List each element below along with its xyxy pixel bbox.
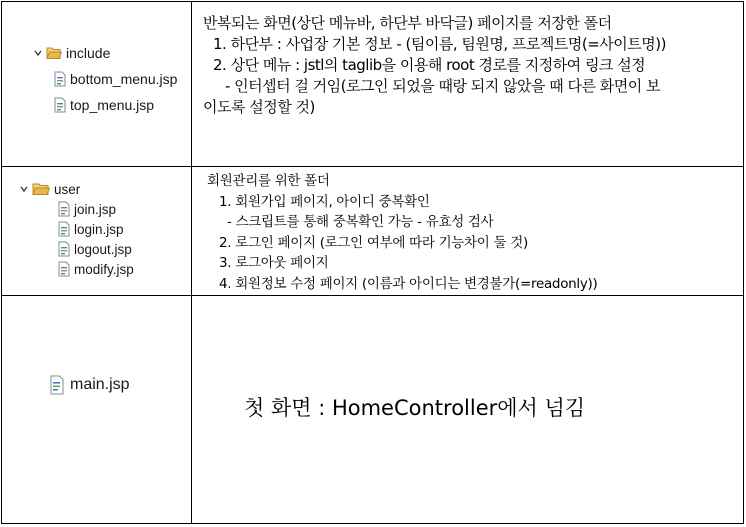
tree-file-label: login.jsp (74, 221, 124, 237)
description-line: - 스크립트를 통해 중복확인 가능 - 유효성 검사 (227, 214, 494, 230)
jsp-file-icon (50, 375, 64, 395)
jsp-file-icon (54, 71, 66, 87)
tree-file-label: join.jsp (74, 201, 117, 217)
jsp-file-icon (58, 261, 70, 277)
folder-open-icon (32, 182, 50, 196)
user-description (207, 171, 597, 294)
tree-file-item[interactable] (18, 239, 134, 259)
tree-children (32, 66, 177, 118)
include-description (203, 13, 666, 118)
file-cell (2, 295, 192, 523)
chevron-down-icon[interactable] (18, 183, 30, 195)
tree-file-label: logout.jsp (74, 241, 132, 257)
tree-file-item[interactable] (32, 66, 177, 92)
chevron-down-icon[interactable] (32, 47, 44, 59)
tree-file-label: bottom_menu.jsp (70, 71, 178, 87)
description-line: 4. 회원정보 수정 페이지 (이름과 아이디는 변경불가(=readonly)) (219, 275, 598, 292)
tree-file-item[interactable] (32, 92, 177, 118)
tree-children (18, 199, 134, 279)
tree-file-label: modify.jsp (74, 261, 134, 277)
description-line: 2. 로그인 페이지 (로그인 여부에 따라 기능차이 둘 것) (219, 234, 528, 251)
main-description (244, 394, 585, 422)
tree-folder-user[interactable] (18, 179, 134, 199)
jsp-file-icon (58, 221, 70, 237)
tree-file-label: top_menu.jsp (70, 97, 155, 113)
jsp-file-icon (58, 241, 70, 257)
folder-open-icon (46, 46, 62, 60)
description-line: 2. 상단 메뉴 : jstl의 taglib을 이용해 root 경로를 지정하여 링크 설정 (213, 56, 646, 74)
description-line: 3. 로그아웃 페이지 (219, 255, 329, 271)
tree-file-item[interactable] (18, 259, 134, 279)
jsp-file-icon (54, 97, 66, 113)
description-line: 1. 회원가입 페이지, 아이디 중복확인 (219, 193, 430, 210)
tree-file-main[interactable] (50, 375, 130, 395)
tree-file-item[interactable] (18, 219, 134, 239)
description-line: 1. 하단부 : 사업장 기본 정보 - (팀이름, 팀원명, 프로젝트명(=사이트명)) (213, 35, 666, 53)
jsp-file-icon (58, 201, 70, 217)
tree-folder-include[interactable] (32, 40, 177, 66)
description-line: 반복되는 화면(상단 메뉴바, 하단부 바닥글) 페이지를 저장한 폴더 (203, 14, 612, 32)
project-tree-include (32, 40, 177, 118)
description-line: 첫 화면 : HomeController에서 넘김 (244, 396, 586, 420)
tree-file-label: main.jsp (70, 376, 130, 393)
description-line: 이도록 설정할 것) (203, 98, 315, 116)
tree-file-item[interactable] (18, 199, 134, 219)
project-tree-user (18, 179, 134, 279)
description-line: - 인터셉터 걸 거임(로그인 되었을 때랑 되지 않았을 때 다른 화면이 보 (225, 77, 660, 95)
description-line: 회원관리를 위한 폴더 (207, 173, 330, 189)
tree-folder-label: include (66, 45, 111, 61)
tree-folder-label: user (54, 181, 81, 197)
